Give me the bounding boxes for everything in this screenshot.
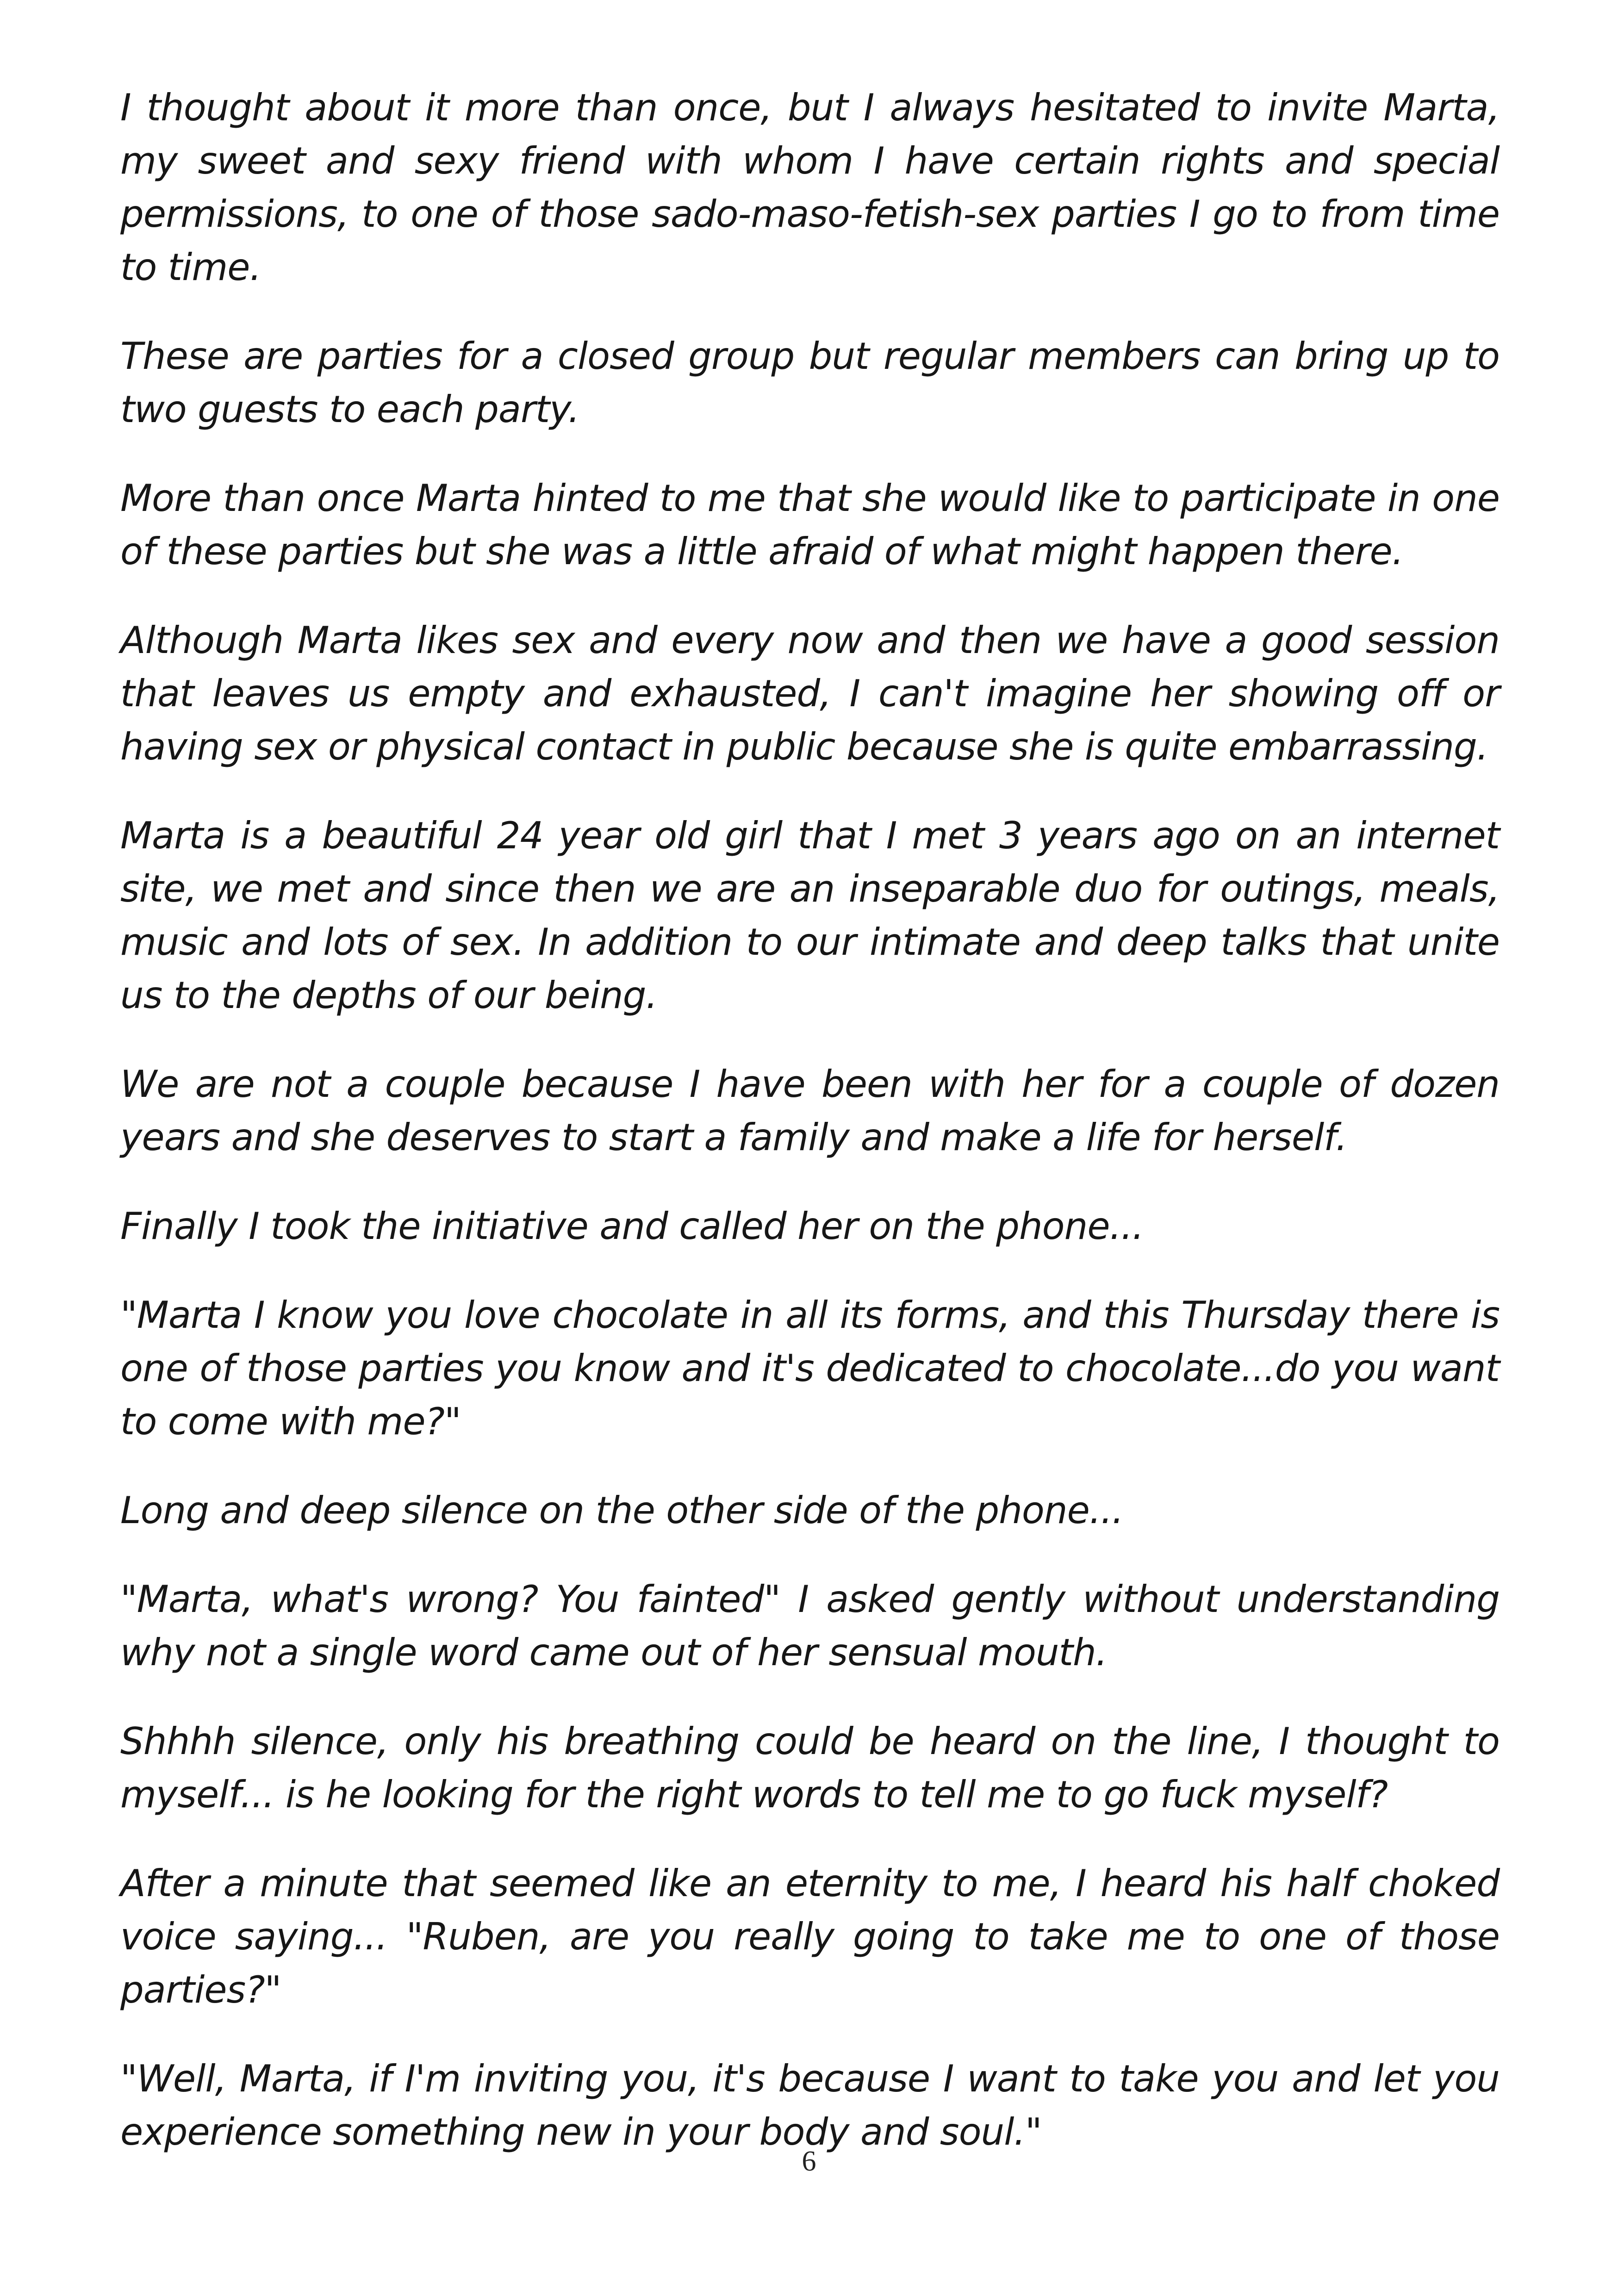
- paragraph-12: After a minute that seemed like an eternity to me, I heard his half choked voice saying... "Ruben, are you really going to take me to one of those parties?": [120, 1862, 1500, 2011]
- paragraph-5: Marta is a beautiful 24 year old girl that I met 3 years ago on an internet site, we met and since then we are an inseparable duo for outings, meals, music and lots of sex. In addition to our intimate and deep talks that unite us to the depths of our being.: [120, 814, 1500, 1017]
- paragraph-2: These are parties for a closed group but regular members can bring up to two guests to each party.: [120, 335, 1500, 431]
- paragraph-6: We are not a couple because I have been with her for a couple of dozen years and she deserves to start a family and make a life for herself.: [120, 1063, 1500, 1159]
- paragraph-10: "Marta, what's wrong? You fainted" I asked gently without understanding why not a single word came out of her sensual mouth.: [120, 1578, 1500, 1674]
- paragraph-7: Finally I took the initiative and called her on the phone...: [120, 1205, 1144, 1248]
- paragraph-1: I thought about it more than once, but I always hesitated to invite Marta, my sweet and sexy friend with whom I have certain rights and special permissions, to one of those sado-maso-fetish-sex parties I go to from time to time.: [120, 86, 1500, 289]
- paragraph-11: Shhhh silence, only his breathing could be heard on the line, I thought to myself... is he looking for the right words to tell me to go fuck myself?: [120, 1720, 1500, 1816]
- paragraph-9: Long and deep silence on the other side of the phone...: [120, 1489, 1124, 1532]
- paragraph-13: "Well, Marta, if I'm inviting you, it's because I want to take you and let you experience something new in your body and soul.": [120, 2057, 1500, 2153]
- page-number: 6: [802, 2146, 816, 2177]
- paragraph-8: "Marta I know you love chocolate in all its forms, and this Thursday there is one of those parties you know and it's dedicated to chocolate...do you want to come with me?": [120, 1294, 1500, 1443]
- paragraph-3: More than once Marta hinted to me that she would like to participate in one of these parties but she was a little afraid of what might happen there.: [120, 477, 1500, 573]
- document-body: [120, 81, 1500, 2194]
- paragraph-4: Although Marta likes sex and every now and then we have a good session that leaves us empty and exhausted, I can't imagine her showing off or having sex or physical contact in public because she is quite embarrassing.: [120, 619, 1500, 768]
